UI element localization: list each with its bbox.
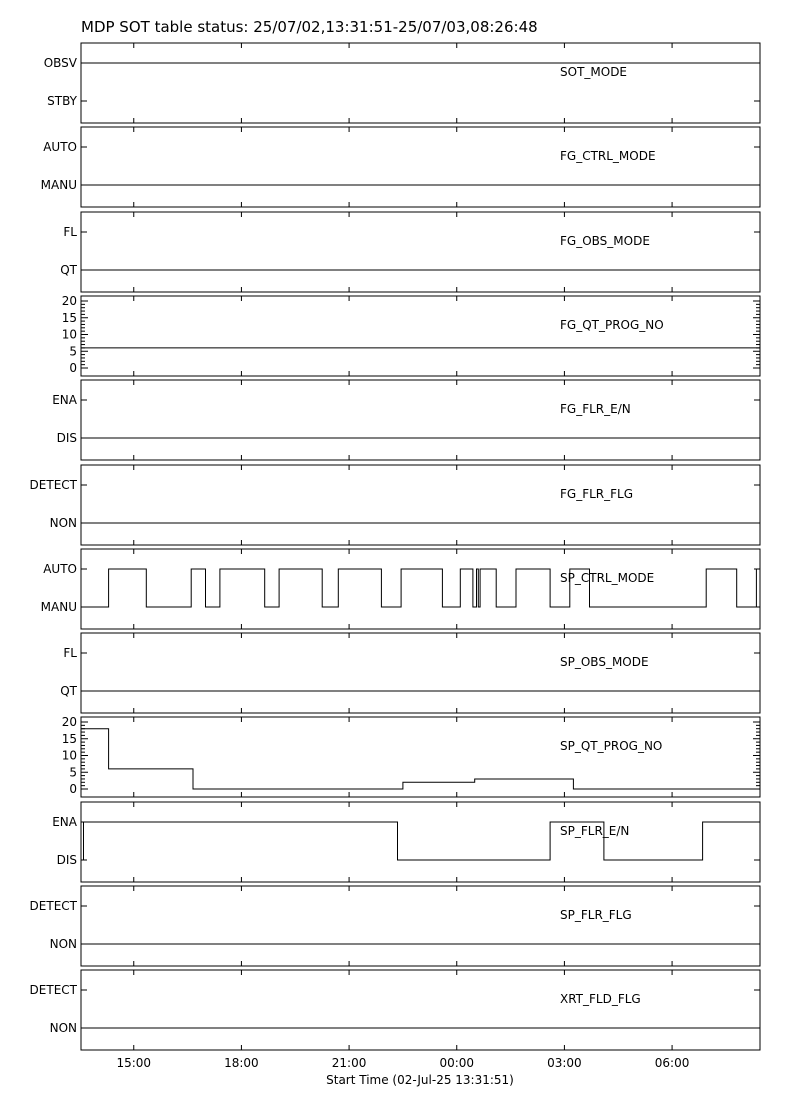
panel-sp-ctrl-mode [41, 549, 760, 629]
panel-label: FG_OBS_MODE [560, 234, 650, 248]
panel-label: SOT_MODE [560, 65, 628, 79]
y-tick-label: DIS [56, 431, 77, 445]
y-tick-label: FL [63, 646, 77, 660]
panel-label: SP_QT_PROG_NO [560, 739, 663, 753]
panel-frame [81, 296, 760, 376]
panel-label: SP_OBS_MODE [560, 655, 649, 669]
x-tick-label: 21:00 [331, 1056, 367, 1070]
panel-sp-obs-mode [60, 633, 760, 713]
panels [30, 43, 760, 1050]
panel-fg-flr-e-n [52, 380, 760, 460]
panel-label: FG_QT_PROG_NO [560, 318, 664, 332]
panel-frame [81, 633, 760, 713]
y-tick-label: DETECT [29, 983, 77, 997]
panel-sp-flr-e-n [52, 802, 760, 882]
y-tick-label: 0 [69, 361, 77, 375]
panel-frame [81, 802, 760, 882]
x-axis-label: Start Time (02-Jul-25 13:31:51) [326, 1073, 514, 1087]
panel-frame [81, 970, 760, 1050]
x-tick-label: 06:00 [654, 1056, 690, 1070]
panel-frame [81, 212, 760, 292]
y-tick-label: MANU [40, 600, 77, 614]
y-tick-label: QT [60, 684, 77, 698]
panel-fg-ctrl-mode [41, 127, 760, 207]
panel-fg-obs-mode [60, 212, 760, 292]
panel-sot-mode [44, 43, 760, 123]
y-tick-label: OBSV [43, 56, 77, 70]
panel-label: FG_FLR_FLG [560, 487, 634, 501]
y-tick-label: 15 [61, 310, 77, 325]
y-tick-label: DETECT [29, 899, 77, 913]
x-tick-label: 15:00 [116, 1056, 152, 1070]
x-tick-label: 03:00 [547, 1056, 582, 1070]
y-tick-label: AUTO [43, 562, 77, 576]
panel-label: SP_CTRL_MODE [560, 571, 655, 585]
panel-frame [81, 127, 760, 207]
y-tick-label: 0 [69, 782, 77, 796]
panel-fg-qt-prog-no [62, 294, 760, 376]
y-tick-label: FL [63, 225, 77, 239]
x-tick-label: 18:00 [224, 1056, 259, 1070]
panel-frame [81, 549, 760, 629]
series-line-sp-flr-e-n [81, 822, 760, 860]
panel-sp-flr-flg [30, 886, 760, 966]
x-tick-label: 00:00 [439, 1056, 475, 1070]
series-line-sp-qt-prog-no [81, 729, 760, 789]
panel-label: FG_FLR_E/N [560, 402, 631, 416]
panel-label: SP_FLR_FLG [560, 908, 632, 922]
y-tick-label: 10 [61, 327, 77, 342]
chart-title: MDP SOT table status: 25/07/02,13:31:51-25/07/03,08:26:48 [81, 18, 538, 36]
y-tick-label: DETECT [29, 478, 77, 492]
panel-frame [81, 380, 760, 460]
y-tick-label: NON [49, 516, 77, 530]
panel-frame [81, 886, 760, 966]
y-tick-label: 20 [61, 715, 77, 729]
panel-frame [81, 465, 760, 545]
series-line-sp-ctrl-mode [81, 569, 760, 607]
panel-label: SP_FLR_E/N [560, 824, 630, 838]
y-tick-label: 20 [61, 294, 77, 308]
y-tick-label: 15 [61, 731, 77, 746]
panel-frame [81, 717, 760, 797]
y-tick-label: AUTO [43, 140, 77, 154]
y-tick-label: STBY [47, 94, 77, 108]
y-tick-label: ENA [52, 815, 77, 829]
y-tick-label: QT [60, 263, 77, 277]
panel-label: FG_CTRL_MODE [560, 149, 656, 163]
panel-sp-qt-prog-no [62, 715, 760, 797]
y-tick-label: NON [49, 937, 77, 951]
y-tick-label: DIS [56, 853, 77, 867]
panel-frame [81, 43, 760, 123]
y-tick-label: MANU [40, 178, 77, 192]
y-tick-label: 5 [69, 344, 77, 359]
y-tick-label: 10 [61, 748, 77, 763]
panel-label: XRT_FLD_FLG [560, 992, 641, 1006]
y-tick-label: 5 [69, 765, 77, 780]
x-axis [116, 1056, 689, 1070]
y-tick-label: NON [49, 1021, 77, 1035]
panel-xrt-fld-flg [30, 970, 760, 1050]
y-tick-label: ENA [52, 393, 77, 407]
panel-fg-flr-flg [30, 465, 760, 545]
